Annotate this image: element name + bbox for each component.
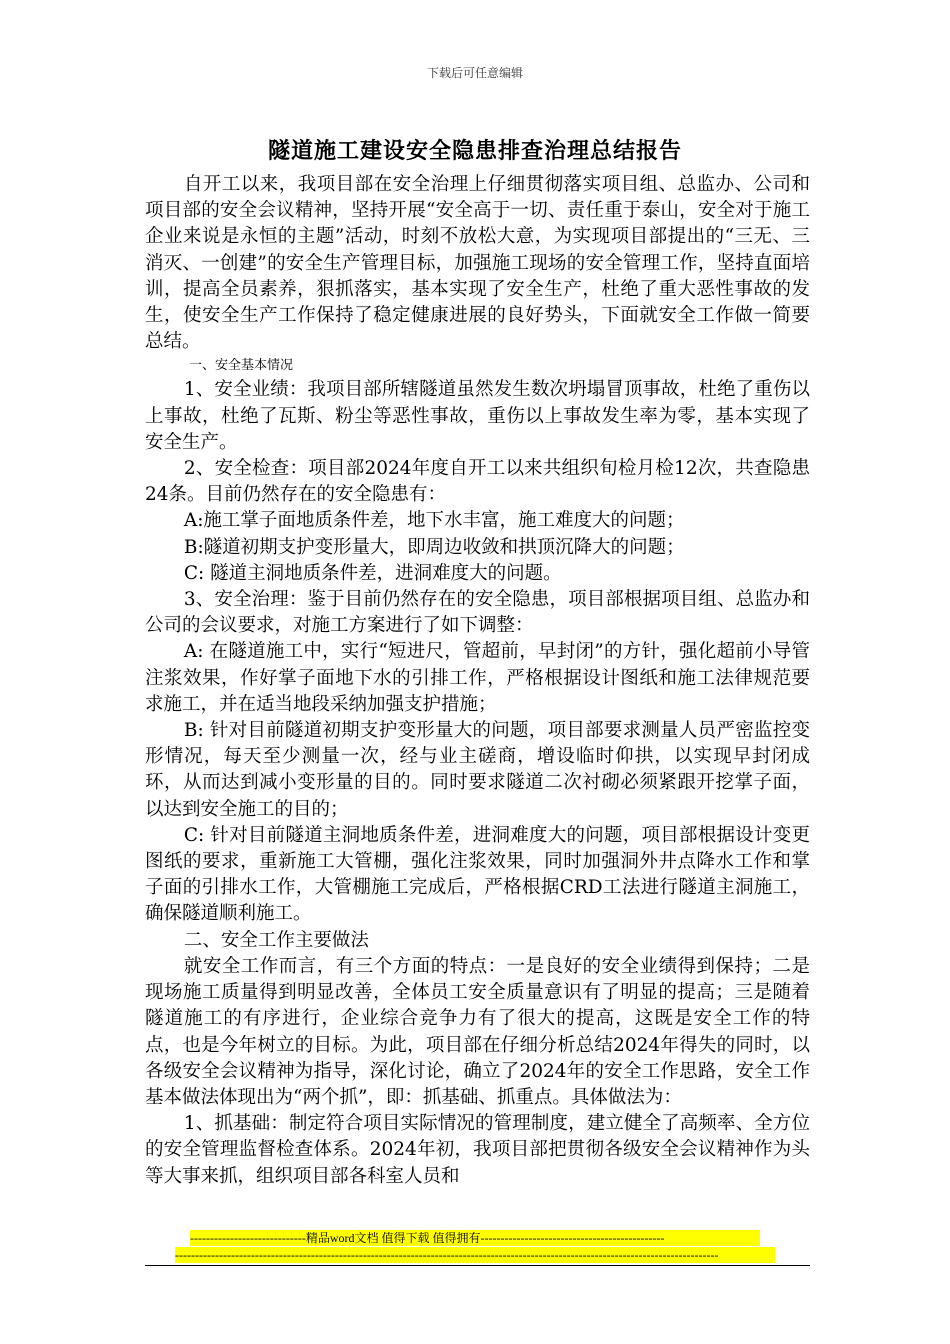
measure-item-a: A: 在隧道施工中，实行“短进尺，管超前，早封闭”的方针，强化超前小导管注浆效果，作好掌子面地下水的引排工作，严格根据设计图纸和施工法律规范要求施工，并在适当地段采纳加强支护措施； xyxy=(145,641,810,715)
footer-rule xyxy=(145,1265,810,1266)
section-heading-2: 二、安全工作主要做法 xyxy=(183,929,369,951)
footer-dashes: ---------------------------------------------------------------------------------------------------------------------------------------- xyxy=(175,1247,775,1263)
header-note: 下载后可任意编辑 xyxy=(426,66,523,80)
document-body xyxy=(145,172,810,1190)
paragraph-safety-inspection: 2、安全检查：项目部2024年度自开工以来共组织旬检月检12次，共查隐患24条。目前仍然存在的安全隐患有： xyxy=(145,458,810,506)
measure-item-b: B: 针对目前隧道初期支护变形量大的问题，项目部要求测量人员严密监控变形情况，每天至少测量一次，经与业主磋商，增设临时仰拱，以实现早封闭成环，从而达到减小变形量的目的。同时要求隧道二次衬砌必须紧跟开挖掌子面，以达到安全施工的目的； xyxy=(145,720,810,820)
footer-banner: -----------------------------精品word文档 值得下载 值得拥有---------------------------------------------- xyxy=(190,1230,760,1246)
paragraph-safety-performance: 1、安全业绩：我项目部所辖隧道虽然发生数次坍塌冒顶事故，杜绝了重伤以上事故，杜绝了瓦斯、粉尘等恶性事故，重伤以上事故发生率为零，基本实现了安全生产。 xyxy=(145,379,810,453)
hazard-item-a: A:施工掌子面地质条件差，地下水丰富，施工难度大的问题； xyxy=(183,510,685,532)
hazard-item-b: B:隧道初期支护变形量大，即周边收敛和拱顶沉降大的问题； xyxy=(183,536,685,558)
section-heading-1: 一、安全基本情况 xyxy=(189,358,294,374)
hazard-item-c: C: 隧道主洞地质条件差，进洞难度大的问题。 xyxy=(183,562,562,584)
paragraph-intro: 自开工以来，我项目部在安全治理上仔细贯彻落实项目组、总监办、公司和项目部的安全会议精神，坚持开展“安全高于一切、责任重于泰山，安全对于施工企业来说是永恒的主题”活动，时刻不放松大意，为实现项目部提出的“三无、三消灭、一创建”的安全生产管理目标，加强施工现场的安全管理工作，坚持直面培训，提高全员素养，狠抓落实，基本实现了安全生产，杜绝了重大恶性事故的发生，使安全生产工作保持了稳定健康进展的良好势头，下面就安全工作做一简要总结。 xyxy=(145,174,810,353)
measure-item-c: C: 针对目前隧道主洞地质条件差，进洞难度大的问题，项目部根据设计变更图纸的要求，重新施工大管棚，强化注浆效果，同时加强洞外井点降水工作和掌子面的引排水工作，大管棚施工完成后，严格根据CRD工法进行隧道主洞施工，确保隧道顺利施工。 xyxy=(145,824,810,925)
paragraph-safety-governance: 3、安全治理：鉴于目前仍然存在的安全隐患，项目部根据项目组、总监办和公司的会议要求，对施工方案进行了如下调整： xyxy=(145,589,810,637)
paragraph-grasp-basics: 1、抓基础：制定符合项目实际情况的管理制度，建立健全了高频率、全方位的安全管理监督检查体系。2024年初，我项目部把贯彻各级安全会议精神作为头等大事来抓，组织项目部各科室人员和 xyxy=(145,1113,810,1187)
document-title: 隧道施工建设安全隐患排查治理总结报告 xyxy=(267,138,682,164)
paragraph-main-practices: 就安全工作而言，有三个方面的特点：一是良好的安全业绩得到保持；二是现场施工质量得到明显改善，全体员工安全质量意识有了明显的提高；三是随着隧道施工的有序进行，企业综合竞争力有了很大的提高，这既是安全工作的特点，也是今年树立的目标。为此，项目部在仔细分析总结2024年得失的同时，以各级安全会议精神为指导，深化讨论，确立了2024年的安全工作思路，安全工作基本做法体现出为“两个抓”，即：抓基础、抓重点。具体做法为： xyxy=(145,955,810,1108)
